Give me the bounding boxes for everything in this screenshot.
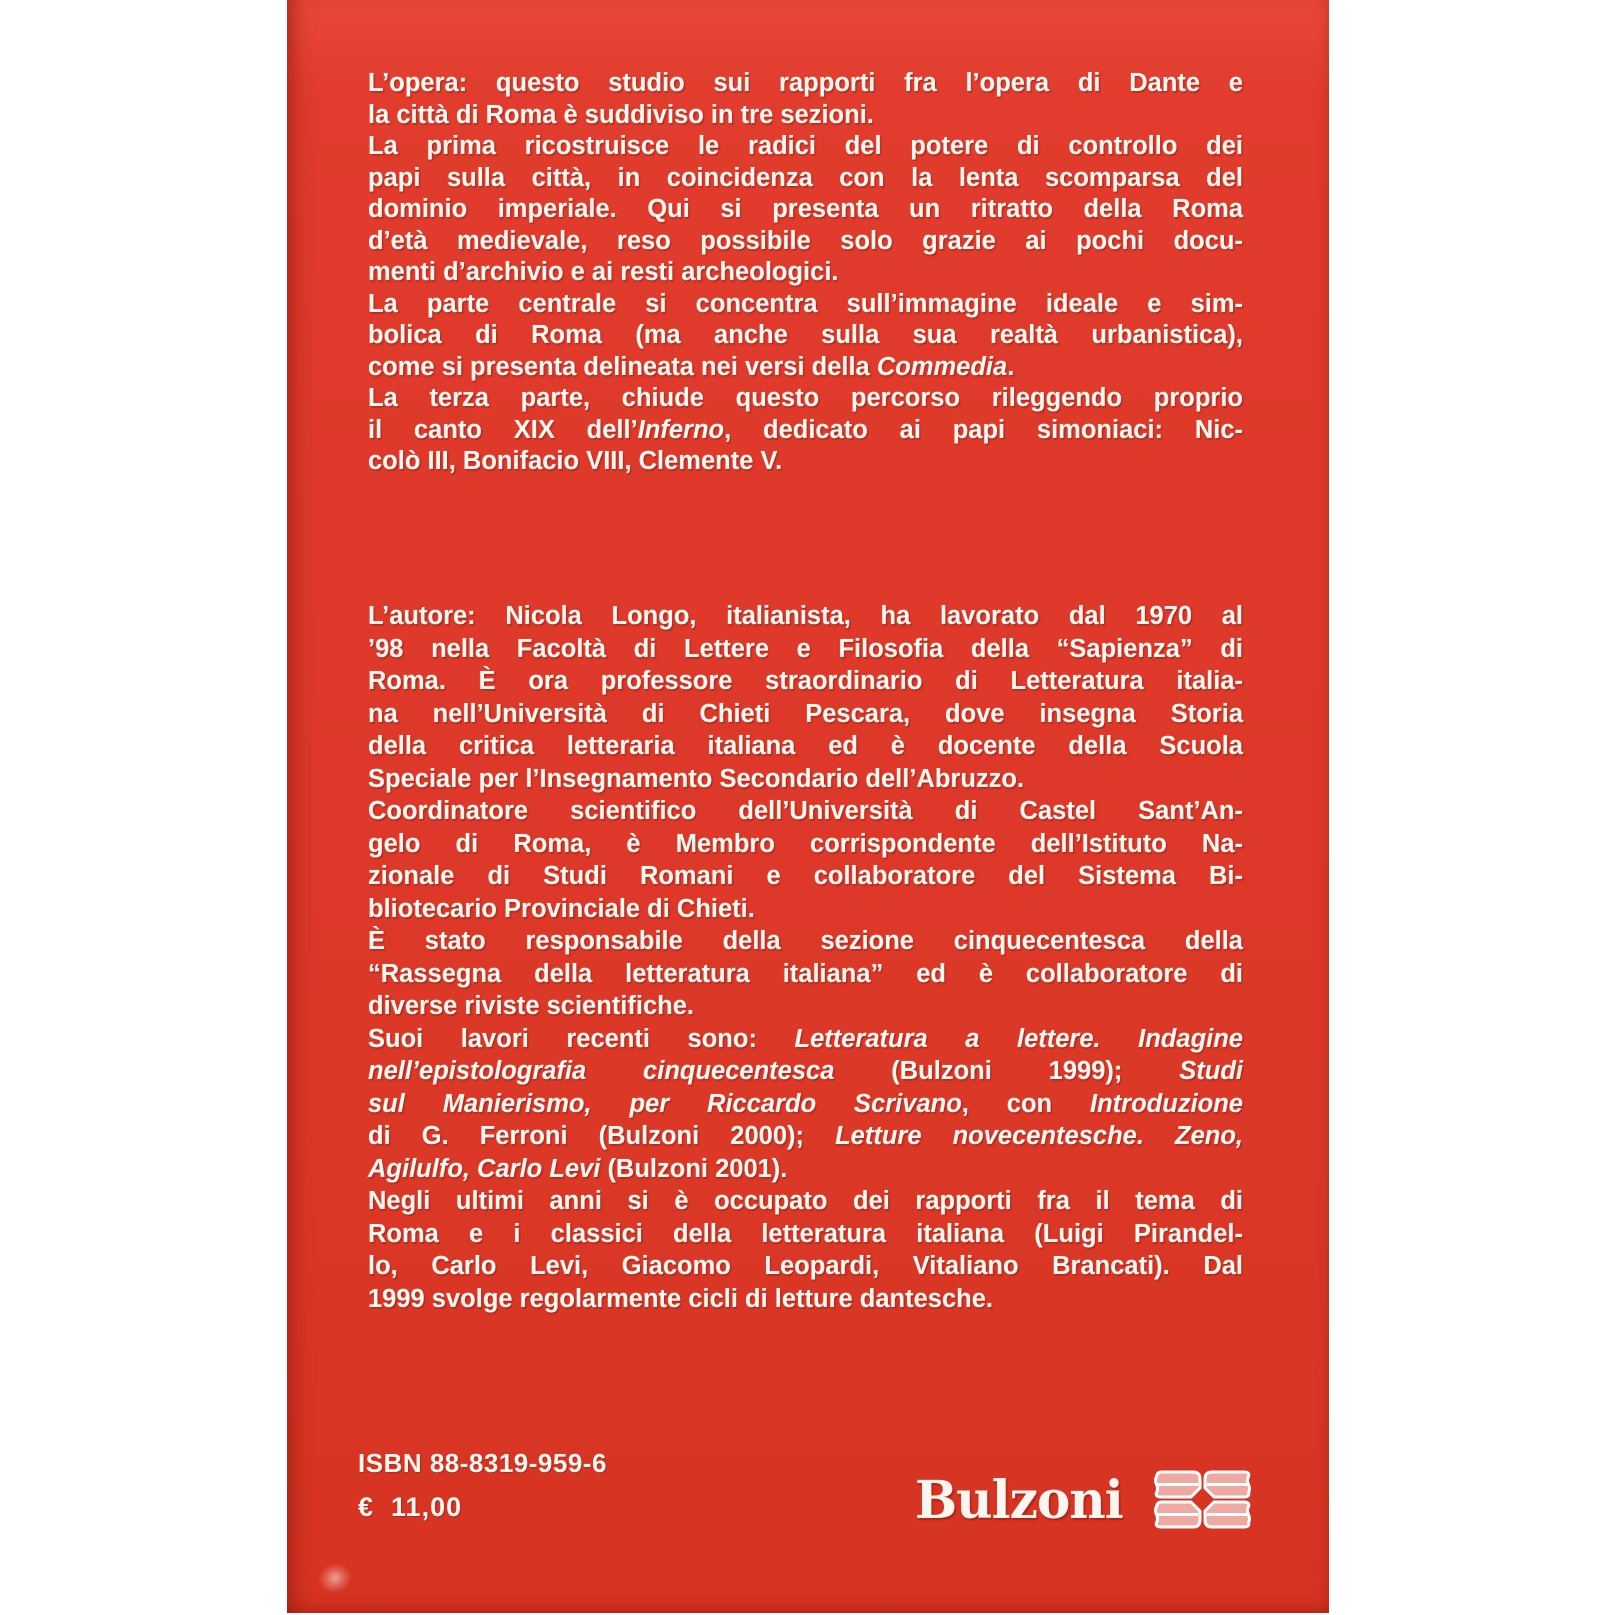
text-line: È stato responsabile della sezione cinquecentesca della	[368, 927, 1243, 955]
text-line: ’98 nella Facoltà di Lettere e Filosofia della “Sapienza” di	[368, 634, 1243, 663]
text-line: diverse riviste scientifiche.	[368, 992, 694, 1020]
text-line: sul Manierismo, per Riccardo Scrivano, con Introduzione	[368, 1089, 1243, 1118]
text-line: Roma. È ora professore straordinario di Letteratura italia-	[368, 667, 1243, 695]
text-line: La parte centrale si concentra sull’immagine ideale e sim-	[368, 289, 1243, 318]
paragraph-block-opera	[368, 68, 1243, 478]
publisher-row	[915, 1470, 1256, 1529]
text-line: della critica letteraria italiana ed è docente della Scuola	[368, 732, 1243, 760]
text-line: il canto XIX dell’Inferno, dedicato ai papi simoniaci: Nic-	[368, 415, 1244, 444]
publisher-wordmark: Bulzoni	[915, 1468, 1123, 1531]
paragraph	[368, 795, 1243, 925]
paragraph	[368, 131, 1243, 289]
paragraph	[368, 383, 1243, 478]
text-line: Agilulfo, Carlo Levi (Bulzoni 2001).	[368, 1154, 788, 1183]
text-line: zionale di Studi Romani e collaboratore del Sistema Bi-	[368, 862, 1243, 890]
book-back-cover	[287, 0, 1329, 1613]
text-line: L’autore: Nicola Longo, italianista, ha lavorato dal 1970 al	[368, 602, 1243, 630]
text-line: di G. Ferroni (Bulzoni 2000); Letture novecentesche. Zeno,	[368, 1122, 1243, 1150]
text-line: L’opera: questo studio sui rapporti fra l’opera di Dante e	[368, 69, 1243, 97]
isbn-text: ISBN 88-8319-959-6	[358, 1448, 607, 1478]
text-line: bolica di Roma (ma anche sulla sua realtà urbanistica),	[368, 321, 1243, 349]
euro-symbol: €	[358, 1492, 374, 1522]
paragraph	[368, 925, 1243, 1023]
text-line: papi sulla città, in coincidenza con la lenta scomparsa del	[368, 163, 1243, 192]
scuff-mark	[314, 1558, 356, 1598]
text-line: nell’epistolografia cinquecentesca (Bulzoni 1999); Studi	[368, 1057, 1243, 1085]
text-line: na nell’Università di Chieti Pescara, dove insegna Storia	[368, 699, 1243, 728]
text-line: Speciale per l’Insegnamento Secondario dell’Abruzzo.	[368, 764, 1025, 793]
text-line: lo, Carlo Levi, Giacomo Leopardi, Vitaliano Brancati). Dal	[368, 1252, 1243, 1280]
price-amount: 11,00	[391, 1492, 463, 1522]
text-line: la città di Roma è suddiviso in tre sezioni.	[368, 100, 874, 129]
paragraph-block-autore	[368, 600, 1243, 1315]
paragraph	[368, 1023, 1243, 1186]
text-line: gelo di Roma, è Membro corrispondente dell’Istituto Na-	[368, 829, 1243, 858]
text-line: d’età medievale, reso possibile solo grazie ai pochi docu-	[368, 226, 1243, 255]
text-line: come si presenta delineata nei versi della Commedia.	[368, 352, 1015, 381]
text-line: 1999 svolge regolarmente cicli di letture dantesche.	[368, 1284, 993, 1313]
bulzoni-open-books-logo	[1149, 1470, 1256, 1529]
paragraph	[368, 600, 1243, 795]
text-line: Negli ultimi anni si è occupato dei rapporti fra il tema di	[368, 1187, 1243, 1215]
text-line: La terza parte, chiude questo percorso rileggendo proprio	[368, 384, 1243, 412]
price-text	[358, 1492, 462, 1523]
text-line: Roma e i classici della letteratura italiana (Luigi Pirandel-	[368, 1219, 1243, 1248]
text-line: Suoi lavori recenti sono: Letteratura a lettere. Indagine	[368, 1024, 1243, 1053]
text-line: La prima ricostruisce le radici del potere di controllo dei	[368, 132, 1243, 160]
text-line: menti d’archivio e ai resti archeologici.	[368, 258, 839, 286]
paragraph	[368, 68, 1243, 131]
text-line: “Rassegna della letteratura italiana” ed è collaboratore di	[368, 959, 1243, 988]
text-line: bliotecario Provinciale di Chieti.	[368, 894, 755, 923]
paragraph	[368, 289, 1243, 384]
text-line: dominio imperiale. Qui si presenta un ritratto della Roma	[368, 195, 1243, 223]
paragraph	[368, 1185, 1243, 1315]
text-line: colò III, Bonifacio VIII, Clemente V.	[368, 447, 783, 475]
text-line: Coordinatore scientifico dell’Università di Castel Sant’An-	[368, 797, 1243, 825]
